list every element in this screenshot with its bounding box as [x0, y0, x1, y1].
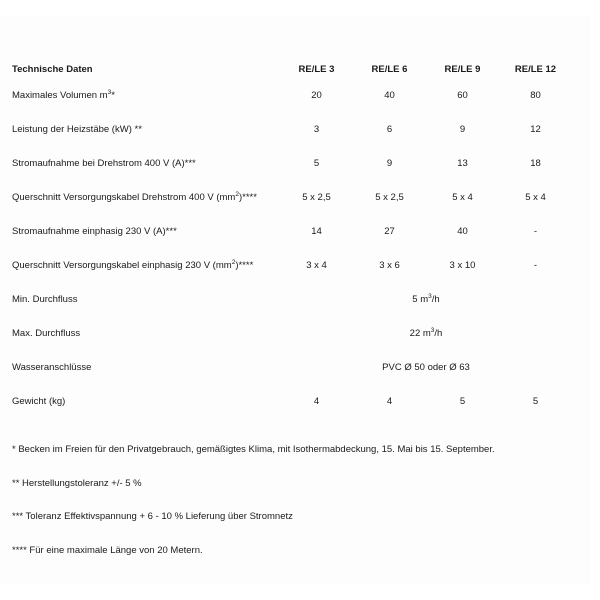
row-label [12, 112, 280, 146]
row-label-superscript: 2 [235, 190, 239, 198]
row-label-text: Querschnitt Versorgungskabel einphasig 230 V (mm [12, 259, 232, 271]
value-cell: 60 [457, 89, 468, 101]
value-cell: 40 [457, 225, 468, 237]
table-row [12, 112, 572, 146]
footnote-4: **** Für eine maximale Länge von 20 Metern. [12, 544, 203, 556]
model-header-re-le-3: RE/LE 3 [298, 63, 335, 75]
row-label [12, 384, 280, 418]
value-cell: 14 [311, 225, 322, 237]
value-cell: 4 [313, 395, 320, 407]
row-label [12, 146, 280, 180]
row-label [12, 316, 280, 350]
value-cell: 20 [311, 89, 322, 101]
footnote-1: * Becken im Freien für den Privatgebrauch, gemäßigtes Klima, mit Isothermabdeckung, 15. Mai bis 15. September. [12, 444, 495, 455]
table-row [12, 282, 572, 316]
value-cell: 5 [532, 395, 539, 407]
value-cell: - [533, 225, 538, 237]
value-cell: 5 x 2,5 [375, 191, 404, 203]
value-cell: 12 [530, 123, 541, 135]
spec-sheet [0, 16, 590, 584]
value-cell: 9 [386, 157, 393, 169]
value-cell: 13 [457, 157, 468, 169]
shared-value-cell [280, 282, 572, 316]
shared-value-superscript: 3 [428, 292, 432, 300]
row-label-superscript: 2 [231, 258, 236, 266]
footnotes [12, 444, 495, 578]
row-label-text: Querschnitt Versorgungskabel Drehstrom 400 V (mm [12, 191, 236, 203]
technical-data-table [12, 60, 572, 418]
shared-value-cell [280, 350, 572, 384]
shared-value-text: 22 m [409, 327, 431, 339]
footnote-2: ** Herstellungstoleranz +/- 5 % [12, 477, 142, 489]
model-header-re-le-6: RE/LE 6 [371, 63, 408, 75]
value-cell: 5 [313, 157, 320, 169]
row-label [12, 282, 280, 316]
shared-value-unit: /h [434, 327, 443, 339]
row-label-text: Stromaufnahme einphasig 230 V (A)*** [12, 225, 177, 237]
table-row [12, 384, 572, 418]
value-cell: 5 x 4 [525, 191, 546, 203]
value-cell: 27 [384, 225, 395, 237]
row-label-text: Stromaufnahme bei Drehstrom 400 V (A)*** [12, 157, 196, 169]
row-label-superscript: 3 [107, 88, 112, 96]
table-row [12, 214, 572, 248]
row-label-suffix: )**** [235, 259, 254, 271]
row-label-text: Wasseranschlüsse [12, 361, 92, 373]
value-cell: 3 x 6 [379, 259, 400, 271]
row-label-suffix: )**** [238, 191, 257, 203]
table-title: Technische Daten [12, 63, 93, 75]
shared-value-text: PVC Ø 50 oder Ø 63 [382, 361, 470, 373]
row-label [12, 248, 280, 282]
table-row [12, 248, 572, 282]
table-row [12, 146, 572, 180]
value-cell: 40 [384, 89, 395, 101]
row-label-text: Max. Durchfluss [12, 327, 81, 339]
row-label-text: Min. Durchfluss [12, 293, 78, 305]
row-label [12, 214, 280, 248]
shared-value-unit: /h [431, 293, 440, 305]
row-label-suffix: * [111, 89, 115, 101]
table-row [12, 78, 572, 112]
table-row [12, 180, 572, 214]
value-cell: 5 [459, 395, 466, 407]
shared-value-text: 5 m [412, 293, 429, 305]
footnote-3: *** Toleranz Effektivspannung + 6 - 10 % Lieferung über Stromnetz [12, 511, 293, 522]
row-label-text: Gewicht (kg) [12, 395, 66, 407]
row-label [12, 180, 280, 214]
row-label-text: Maximales Volumen m [12, 89, 108, 101]
value-cell: 5 x 4 [452, 191, 473, 203]
value-cell: 3 [313, 123, 320, 135]
value-cell: 4 [386, 395, 393, 407]
row-label-text: Leistung der Heizstäbe (kW) ** [12, 123, 142, 135]
value-cell: 3 x 4 [306, 259, 327, 271]
value-cell: - [533, 259, 538, 271]
row-label [12, 350, 280, 384]
table-body [12, 78, 572, 418]
value-cell: 3 x 10 [449, 259, 476, 271]
model-header-re-le-12: RE/LE 12 [514, 63, 557, 75]
table-row [12, 316, 572, 350]
shared-value-superscript: 3 [430, 326, 435, 334]
model-header-re-le-9: RE/LE 9 [444, 63, 481, 75]
value-cell: 5 x 2,5 [302, 191, 331, 203]
value-cell: 9 [459, 123, 466, 135]
row-label [12, 78, 280, 112]
table-row [12, 350, 572, 384]
value-cell: 80 [530, 89, 541, 101]
shared-value-cell [280, 316, 572, 350]
value-cell: 6 [386, 123, 393, 135]
table-header-row [12, 60, 572, 78]
value-cell: 18 [530, 157, 541, 169]
